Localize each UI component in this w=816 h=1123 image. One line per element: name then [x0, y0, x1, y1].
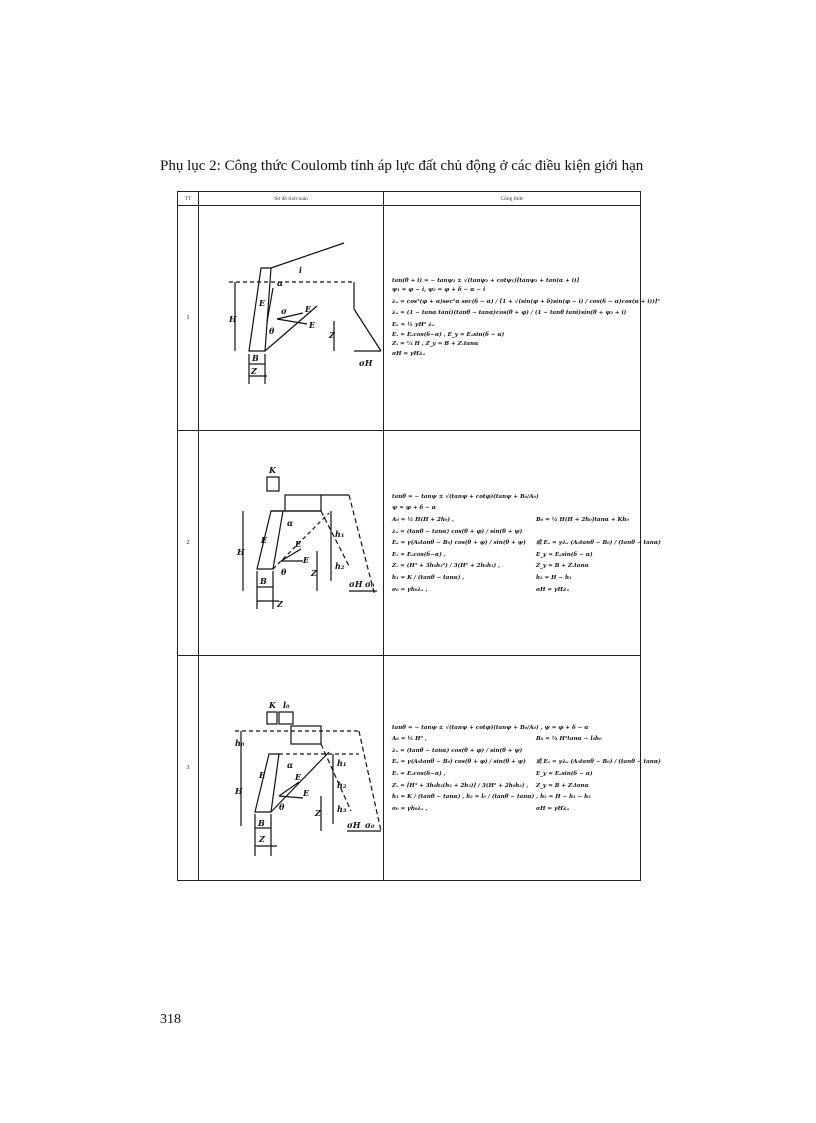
label-Ey: E: [261, 535, 268, 545]
label-Ex: E: [309, 320, 316, 330]
label-alpha: α: [287, 760, 294, 770]
label-Zy: Z: [277, 599, 283, 609]
label-i: i: [299, 265, 303, 275]
label-Ea: E: [295, 539, 302, 549]
label-sigma: σ: [281, 306, 287, 316]
retaining-wall: [255, 754, 279, 812]
label-H: H: [237, 547, 245, 557]
formula-line: 或 Eₐ = γλₐ (A₀tanθ − B₀) / (tanθ − tanα): [536, 540, 661, 547]
formula-line: B₀ = ½ H(H + 2h₀)tanα + Kh₀: [536, 517, 629, 524]
formula-line: h₂ = H − h₁: [536, 574, 572, 581]
table-row: [178, 656, 641, 881]
label-h0: h₀: [235, 738, 245, 748]
page-title: Phụ lục 2: Công thức Coulomb tính áp lực đất chủ động ở các điều kiện giới hạn: [160, 158, 644, 174]
formula-line: Eₐ = γ(A₀tanθ − B₀) cos(θ + φ) / sin(θ + ψ): [392, 759, 526, 766]
diagram-1: [199, 206, 383, 430]
label-h3: h₃: [337, 804, 347, 814]
label-Ey: E: [259, 298, 266, 308]
formula-line: B₀ = ½ H²tanα − l₀h₀: [536, 736, 602, 743]
label-Zx: Z: [329, 330, 335, 340]
label-alpha: α: [287, 518, 294, 528]
formula-line: Eₓ = Eₐcos(δ−α) ,: [392, 771, 446, 777]
label-theta: θ: [269, 326, 275, 336]
row-number: 1: [178, 206, 199, 431]
formula-line: λₐ = (1 − tanα tani)(tanθ − tanα)cos(θ + φ) / (1 − tanθ tani)sin(θ + ψ₂ + i): [392, 310, 627, 317]
label-sigma0: σ₀: [365, 820, 375, 830]
label-l0: l₀: [283, 700, 290, 710]
formula-list: [384, 269, 660, 368]
row-number: 2: [178, 431, 199, 656]
formula-line: tanθ = − tanψ ± √(tanψ + cotφ)(tanψ + B₀/A₀) , ψ = φ + δ − α: [392, 724, 589, 731]
row-number: 3: [178, 656, 199, 881]
formula-line: Z_y = B + Zₓtanα: [536, 563, 589, 570]
formula-line: 或 Eₐ = γλₐ (A₀tanθ − B₀) / (tanθ − tanα): [536, 759, 661, 766]
formula-line: σ₀ = γh₀λₐ ,: [392, 586, 428, 593]
formula-line: λₐ = (tanθ − tanα) cos(θ + φ) / sin(θ + ψ): [392, 528, 523, 535]
formula-line: Zₓ = ⅓ H , Z_y = B + Zₓtanα: [392, 341, 479, 348]
formula-line: tan(θ + i) = − tanψ₂ ± √(tanψ₂ + cotψ₁)[tanψ₂ + tan(α + i)]: [392, 277, 580, 284]
diagram-cell: [199, 431, 384, 656]
formula-line: σ₀ = γh₀λₐ ,: [392, 805, 428, 812]
formula-line: Z_y = B + Zₓtanα: [536, 782, 589, 789]
diagram-3: [199, 656, 383, 880]
label-Zy: Z: [259, 834, 265, 844]
formula-cell: [384, 656, 661, 881]
label-B: B: [258, 818, 265, 828]
formula-line: Eₐ = ½ γH² λₐ: [392, 322, 435, 328]
label-sigmaH: σH: [359, 358, 373, 368]
diagram-cell: [199, 206, 384, 431]
label-Ey: E: [259, 770, 266, 780]
formula-line: σH = γHλₐ: [536, 805, 570, 812]
label-H: H: [229, 314, 237, 324]
formula-line: Zₓ = (H³ + 3h₀h₂²) / 3(H² + 2h₀h₁) ,: [392, 563, 501, 570]
formula-line: λₐ = (tanθ − tanα) cos(θ + φ) / sin(θ + ψ): [392, 747, 523, 754]
formula-line: Eₐ = γ(A₀tanθ − B₀) cos(θ + φ) / sin(θ + ψ): [392, 540, 526, 547]
formula-line: Eₓ = Eₐcos(δ−α) ,: [392, 551, 446, 558]
formula-line: A₀ = ½ H² ,: [392, 736, 427, 743]
label-Ex: E: [303, 788, 310, 798]
label-Ex: E: [303, 555, 310, 565]
page-number: 318: [160, 1012, 181, 1027]
label-theta: θ: [281, 567, 287, 577]
label-alpha: α: [277, 278, 284, 288]
label-sigmaH: σH: [349, 579, 363, 589]
formula-cell: [384, 206, 660, 431]
label-B: B: [260, 576, 267, 586]
formula-line: h₁ = K / (tanθ − tanα) ,: [392, 574, 465, 581]
label-h2: h₂: [335, 561, 345, 571]
label-Ea: E: [305, 304, 312, 314]
label-theta: θ: [279, 802, 285, 812]
label-Ea: E: [295, 772, 302, 782]
formula-line: E_y = Eₐsin(δ − α): [536, 771, 593, 777]
header-tt: TT: [178, 192, 199, 206]
label-h2: h₂: [337, 780, 347, 790]
table-row: [178, 431, 641, 656]
formula-line: A₀ = ½ H(H + 2h₀) ,: [392, 517, 454, 524]
label-Zx: Z: [315, 808, 321, 818]
label-h1: h₁: [335, 529, 345, 539]
label-Zy: Z: [251, 366, 257, 376]
table-header-row: [178, 192, 641, 206]
backfill-slope-line: [271, 243, 344, 268]
label-K: K: [269, 700, 276, 710]
formula-line: λₐ = cos²(φ + α)sec²α sec(δ − α) / [1 + √(sin(φ + δ)sin(φ − i) / cos(δ − α)cos(α + i))]²: [392, 298, 660, 305]
formula-list: [384, 483, 661, 603]
label-sigma0: σ₀: [365, 579, 375, 589]
label-h1: h₁: [337, 758, 347, 768]
formula-line: h₁ = K / (tanθ − tanα) , h₂ = l₀ / (tanθ − tanα) , h₃ = H − h₁ − h₂: [392, 794, 591, 801]
formula-line: ψ = φ + δ − α: [392, 505, 437, 512]
label-Zx: Z: [311, 568, 317, 578]
formula-line: E_y = Eₐsin(δ − α): [536, 551, 593, 558]
formula-cell: [384, 431, 661, 656]
formula-line: σH = γHλₐ: [392, 350, 426, 357]
label-H: H: [235, 786, 243, 796]
retaining-wall: [249, 268, 271, 351]
header-formula: Công thức: [384, 192, 641, 206]
diagram-cell: [199, 656, 384, 881]
formula-line: σH = γHλₐ: [536, 586, 570, 593]
formula-line: ψ₁ = φ − i, ψ₂ = φ + δ − α − i: [392, 287, 486, 294]
table-row: [178, 206, 641, 431]
formula-list: [384, 714, 661, 823]
header-diagram: Sơ đồ tính toán: [199, 192, 384, 206]
diagram-2: [199, 431, 383, 655]
label-B: B: [252, 353, 259, 363]
formula-line: tanθ = − tanψ ± √(tanψ + cotφ)(tanψ + B₀/A₀): [392, 493, 539, 500]
formula-table: [177, 191, 661, 881]
label-K: K: [269, 465, 276, 475]
label-sigmaH: σH: [347, 820, 361, 830]
formula-line: Zₓ = [H³ + 3h₀h₂(h₂ + 2h₃)] / 3(H² + 2h₀h₂) ,: [392, 782, 529, 789]
formula-line: Eₓ = Eₐcos(δ−α) , E_y = Eₐsin(δ − α): [392, 331, 505, 338]
